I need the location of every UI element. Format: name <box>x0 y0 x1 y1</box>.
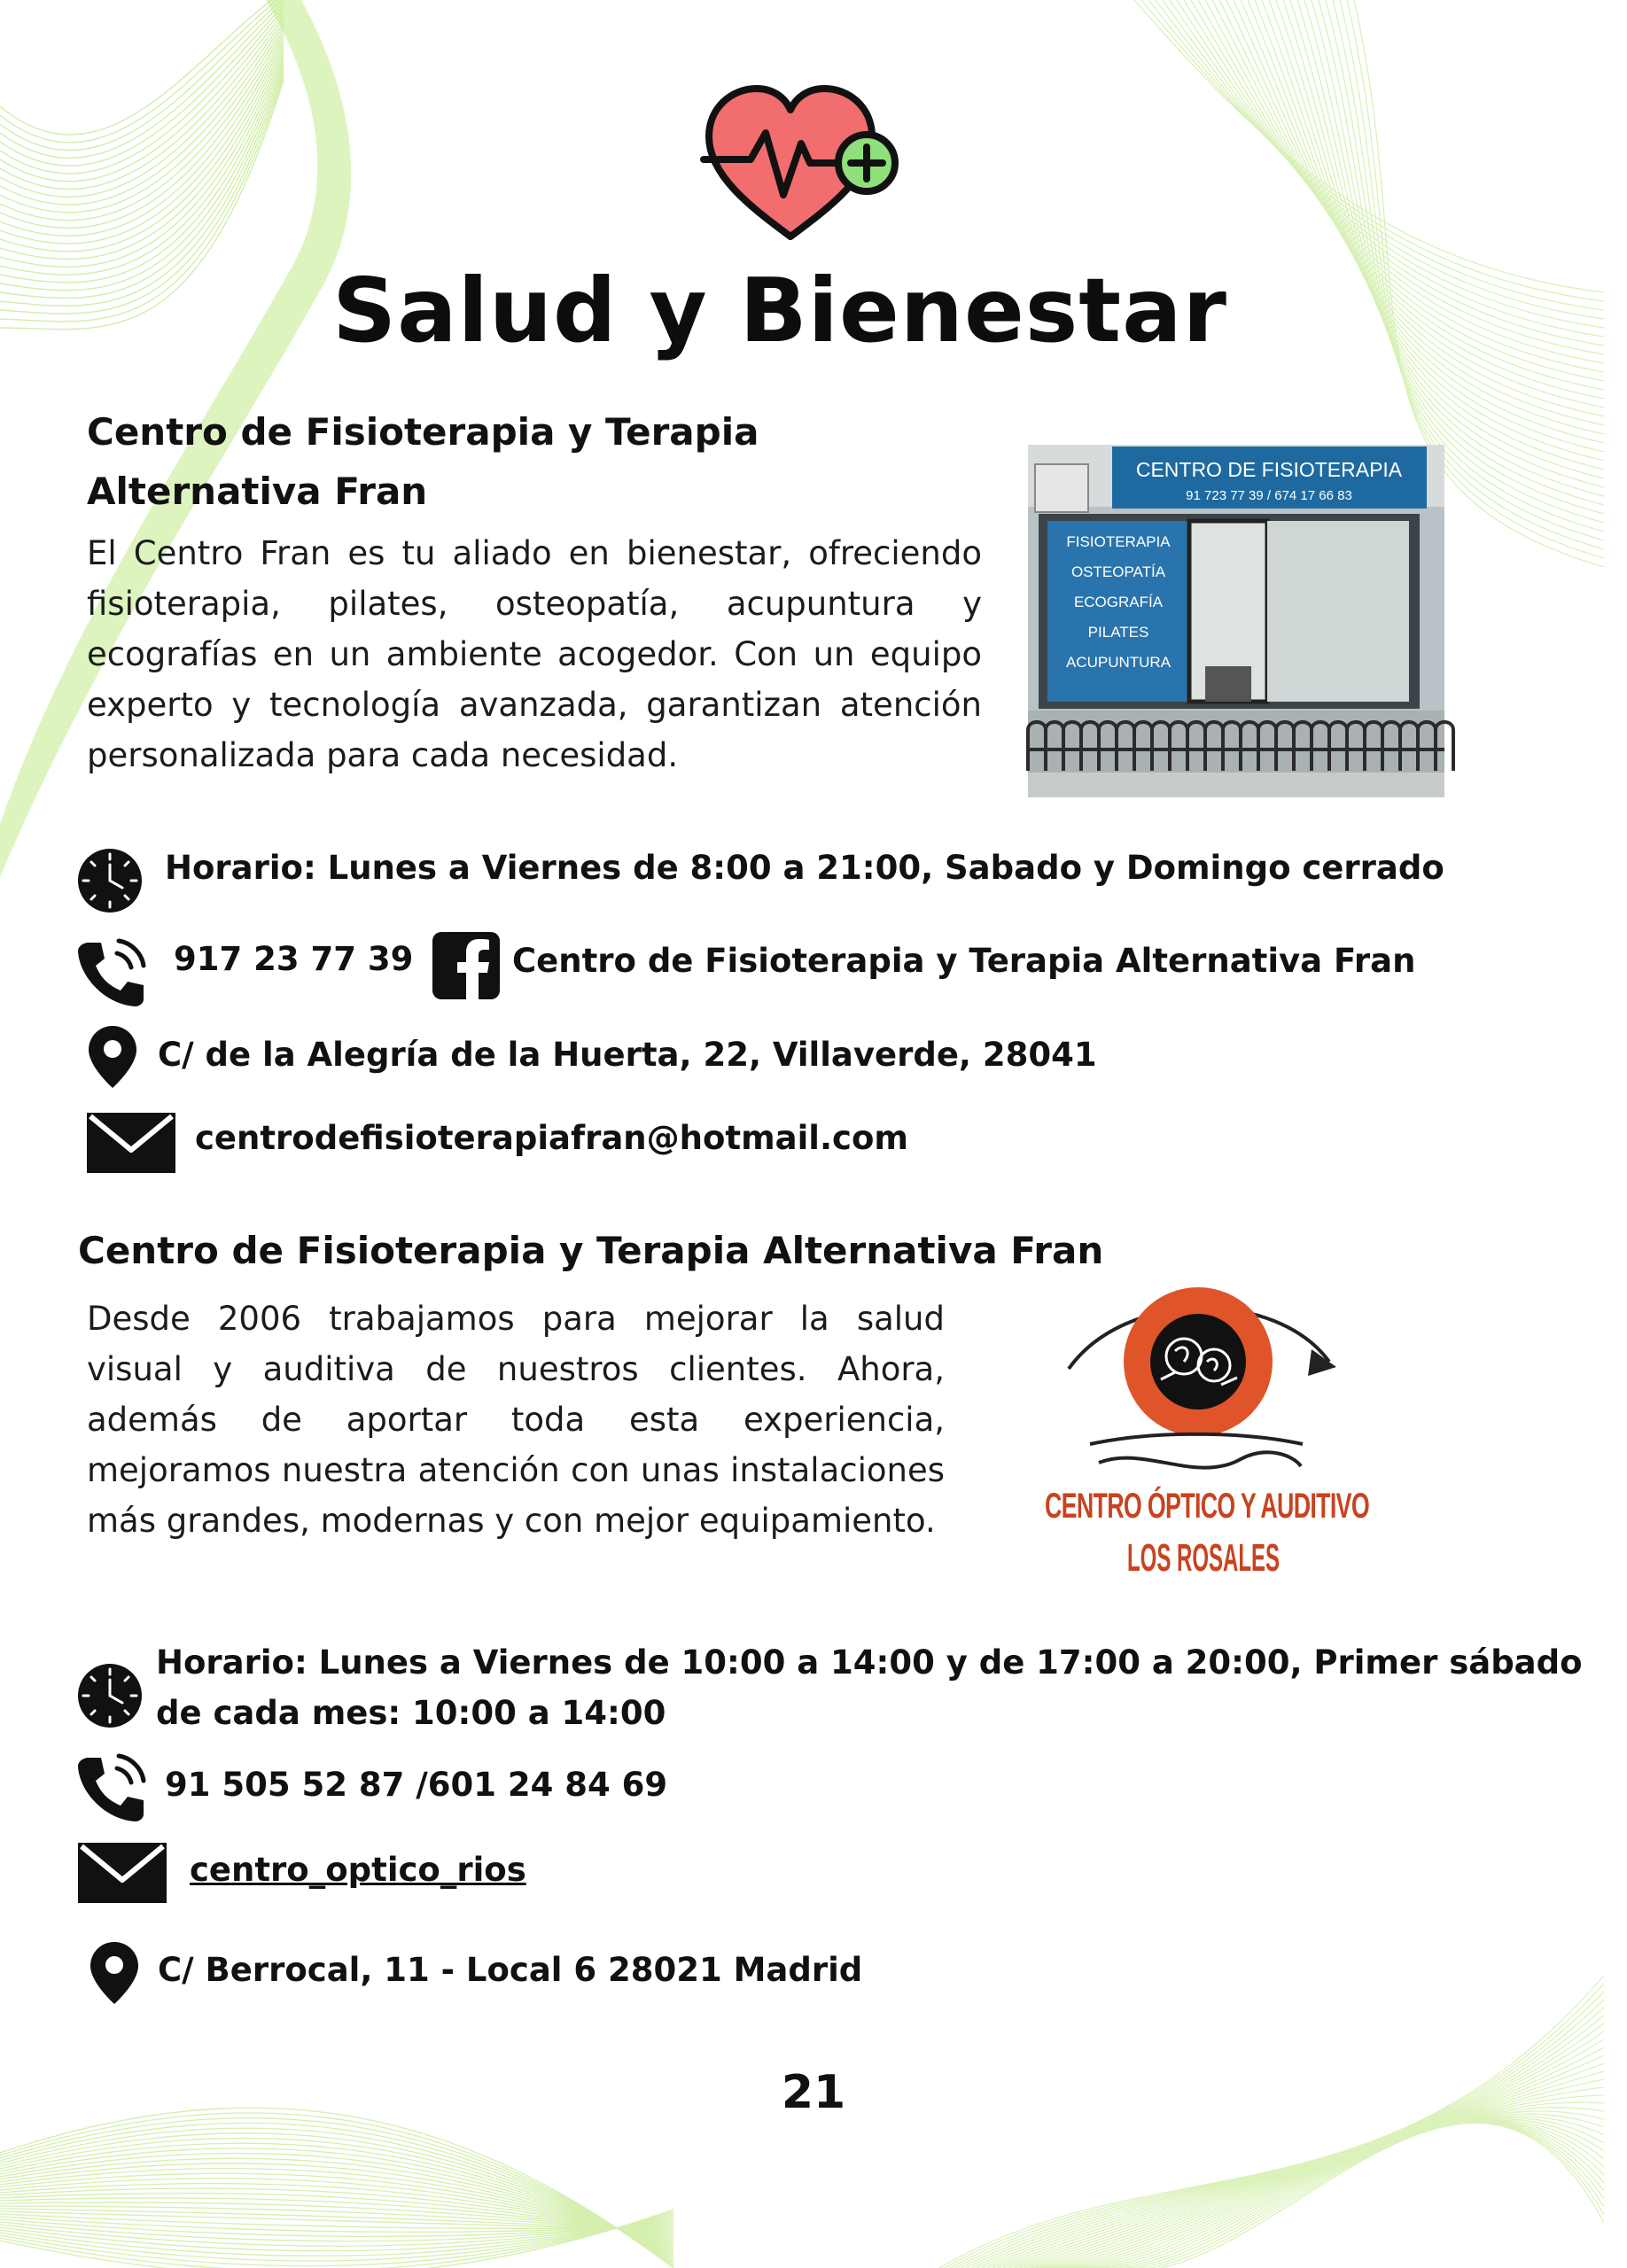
section2-hours-line1: Horario: Lunes a Viernes de 10:00 a 14:00 y de 17:00 a 20:00, Primer sábado <box>156 1643 1583 1682</box>
section2-heading: Centro de Fisioterapia y Terapia Alternativa Fran <box>78 1229 1104 1272</box>
clock-icon <box>76 847 144 914</box>
storefront-photo <box>1028 445 1444 797</box>
window-text: ACUPUNTURA <box>1065 654 1172 671</box>
section1-description: El Centro Fran es tu aliado en bienestar, ofreciendo fisioterapia, pilates, osteopatía, acupuntura y ecografías en un ambiente acogedor. Con un equipo experto y tecnología avanzada, garantizan atención personalizada para cada necesidad. <box>87 534 982 774</box>
section1-heading <box>87 402 973 521</box>
heart-pulse-plus-icon <box>702 82 906 245</box>
mail-icon <box>78 1843 167 1903</box>
location-pin-icon <box>87 1024 138 1090</box>
page-number: 21 <box>781 2066 846 2119</box>
clock-icon <box>76 1662 144 1729</box>
section1-heading-line1: Centro de Fisioterapia y Terapia <box>87 410 759 454</box>
location-pin-icon <box>89 1940 140 2006</box>
storefront-illustration <box>1028 445 1444 797</box>
section1-address: C/ de la Alegría de la Huerta, 22, Villaverde, 28041 <box>158 1036 1097 1074</box>
section2-description: Desde 2006 trabajamos para mejorar la salud visual y auditiva de nuestros clientes. Ahora, además de aportar toda esta experiencia, mejoramos nuestra atención con unas instalaciones más grandes, modernas y con mejor equipamiento. <box>87 1300 945 1540</box>
section1-hours: Horario: Lunes a Viernes de 8:00 a 21:00, Sabado y Domingo cerrado <box>165 849 1444 887</box>
sign-phones: 91 723 77 39 / 674 17 66 83 <box>1186 488 1352 503</box>
logo-line1: CENTRO ÓPTICO Y AUDITIVO <box>1045 1487 1530 1526</box>
logo-line2: LOS ROSALES <box>1127 1536 1280 1580</box>
section2-phone: 91 505 52 87 /601 24 84 69 <box>165 1766 668 1804</box>
mail-icon <box>87 1113 175 1173</box>
phone-icon <box>76 937 147 1008</box>
section2-address: C/ Berrocal, 11 - Local 6 28021 Madrid <box>158 1951 863 1989</box>
section1-phone: 917 23 77 39 <box>174 940 414 978</box>
phone-icon <box>76 1752 147 1823</box>
section1-email[interactable]: centrodefisioterapiafran@hotmail.com <box>195 1119 908 1157</box>
window-text: FISIOTERAPIA <box>1066 533 1171 550</box>
page-title: Salud y Bienestar <box>332 259 1227 362</box>
section1-heading-line2: Alternativa Fran <box>87 470 428 513</box>
window-text: OSTEOPATÍA <box>1070 563 1166 580</box>
section2-hours-line2: de cada mes: 10:00 a 14:00 <box>156 1694 666 1732</box>
window-text: ECOGRAFÍA <box>1073 594 1164 610</box>
section2-hours <box>156 1637 1583 1738</box>
window-text: PILATES <box>1087 624 1149 641</box>
optical-center-logo <box>1019 1280 1530 1590</box>
facebook-icon[interactable] <box>432 932 500 999</box>
section2-email[interactable]: centro_optico_rios <box>190 1851 526 1889</box>
section1-facebook[interactable]: Centro de Fisioterapia y Terapia Alternativa Fran <box>512 942 1416 980</box>
sign-title: CENTRO DE FISIOTERAPIA <box>1135 458 1403 481</box>
